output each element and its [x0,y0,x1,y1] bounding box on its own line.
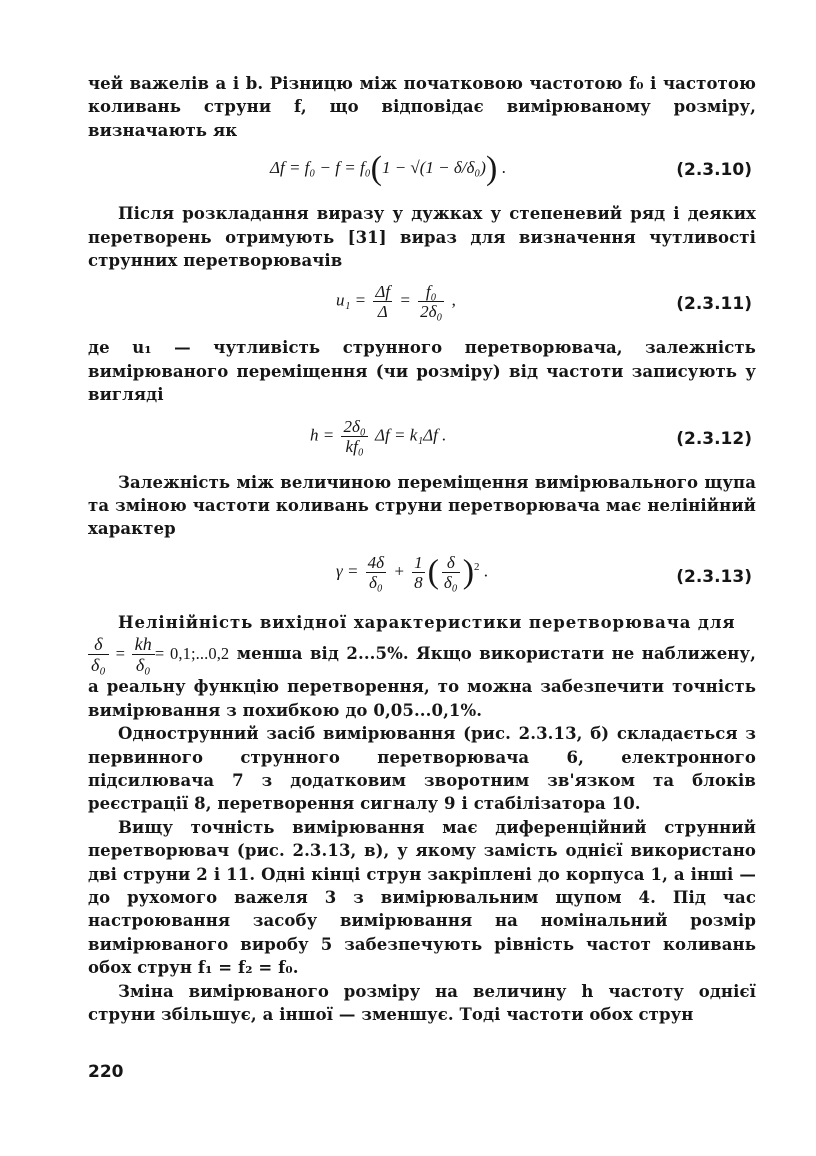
equation-2-3-10: Δf = f₀ − f = f₀(1 − √(1 − δ/δ₀)) . (2.3.10) [270,150,752,188]
eq11-frac2-top: f₀ [425,282,437,302]
eq13-frac3-bottom: δ₀ [443,572,458,592]
eq13-frac1-bottom: δ₀ [366,572,386,592]
eq11-lhs: u₁ = [336,290,367,310]
eq11-frac1-bottom: Δ [373,301,392,321]
paragraph-8: Зміна вимірюваного розміру на величину h частоту однієї струни збільшує, а іншої — зменшує. Тоді частоти обох струн [88,981,756,1024]
paragraph-2: Після розкладання виразу у дужках у степеневий ряд і деяких перетворень отримують [31] вираз для визначення чутливості струнних перетворювачів [88,204,756,271]
eq12-frac-top: 2δ₀ [343,416,366,436]
equation-2-3-12 [88,407,756,471]
paragraph-6: Однострунний засіб вимірювання (рис. 2.3.13, б) складається з первинного струнного перетворювача 6, електронного підсилювача 7 з додатковим зворотним зв'язком та блоків реєстрації 8, перетворення сигналу 9 і стабілізатора 10. [88,724,756,814]
eq10-inner: 1 − √(1 − δ/δ₀) [381,158,486,178]
page-content [88,72,756,1026]
paragraph-5b-line: $\frac{\delta}{\text{δ₀}}$ = $\frac{kh}{\text{δ₀}}$ = 0,1;...0,2 менша від 2...5%. Якщо використати не наближену, а реальну функцію перетворення, то можна забезпечити точність вимірювання з похибкою до 0,05...0,1%. [88,634,756,720]
paragraph-7: Вищу точність вимірювання має диференційний струнний перетворювач (рис. 2.3.13, в), у якому замість однієї використано дві струни 2 і 11. Одні кінці струн закріплені до корпуса 1, а інші — до рухомого важеля 3 з вимірювальним щупом 4. Під час настроювання засобу вимірювання на номінальний розмір вимірюваного виробу 5 забезпечують рівність частот коливань обох струн f₁ = f₂ = f₀. [88,817,756,978]
eq13-frac1-top: 4δ [367,552,385,572]
eq12-lhs: h = [310,425,335,445]
eq12-rhs: Δf = k₁Δf . [375,425,447,445]
eq11-frac1-top: Δf [375,282,391,302]
eq13-number: (2.3.13) [676,566,752,587]
eq10-lhs: Δf = f₀ − f = f₀ [270,158,371,178]
eq13-frac3-top: δ [446,552,455,572]
inline-frac-a-bottom: δ₀ [88,654,109,675]
eq13-lhs: γ = [336,561,359,581]
paragraph-1: чей важелів a і b. Різницю між початковою частотою f₀ і частотою коливань струни f, що відповідає вимірюваному розміру, визначають як [88,74,756,140]
paragraph-5b: менша від 2...5%. Якщо використати не наближену, а реальну функцію перетворення, то можна забезпечити точність вимірювання з похибкою до 0,05...0,1%. [88,644,756,720]
inline-frac-b-top: kh [134,634,152,655]
eq13-frac2-bottom: 8 [414,572,423,592]
eq12-number: (2.3.12) [676,428,752,449]
equation-2-3-11: u₁ = $\frac{\Delta f}{\Delta}$ = $\frac{\text{f₀}}{\text{2δ₀}}$ , (2.3.11) [336,282,752,322]
page-number: 220 [88,1062,124,1082]
eq13-frac2-top: 1 [414,552,423,572]
paragraph-3: де u₁ — чутливість струнного перетворювача, залежність вимірюваного переміщення (чи розміру) від частоти записують у вигляді [88,338,756,405]
paragraph-4: Залежність між величиною переміщення вимірювального щупа та зміною частоти коливань струни перетворювача має нелінійний характер [88,472,756,539]
inline-frac-a-top: δ [94,634,103,655]
paragraph-5a: Нелінійність вихідної характеристики перетворювача для [118,612,736,632]
eq11-frac2-bottom: 2δ₀ [420,302,443,322]
equation-2-3-13: γ = $\frac{4\delta}{\text{δ₀}}$ + $\frac{1}{8}$ ( $\frac{\delta}{\text{δ₀}}$ )$^2$ . (2.3.13) [336,552,752,592]
eq10-number: (2.3.10) [676,160,752,181]
inline-range-value: = 0,1;...0,2 [154,644,230,664]
eq12-frac-bottom: kf₀ [341,436,367,456]
inline-frac-b-bottom: δ₀ [132,654,155,675]
eq11-number: (2.3.11) [676,294,752,315]
